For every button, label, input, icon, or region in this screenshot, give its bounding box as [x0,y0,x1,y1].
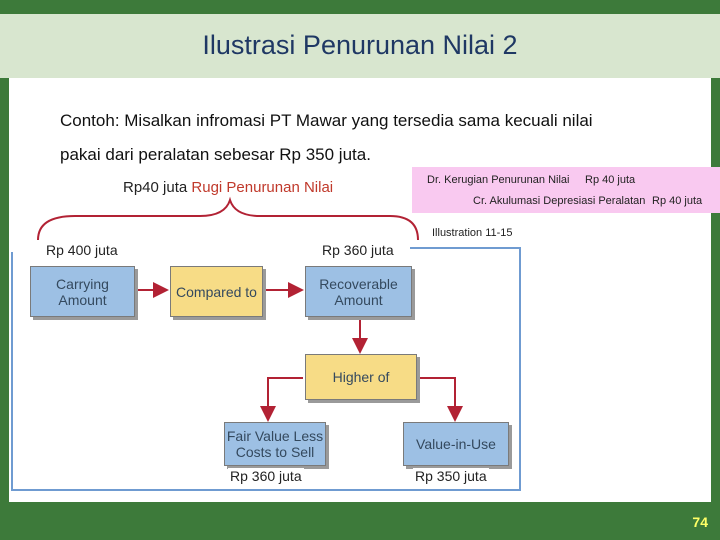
journal-debit-account: Dr. Kerugian Penurunan Nilai [427,174,570,186]
arrow-higher-fairvalue [268,378,303,420]
value-in-use-label: Rp 350 juta [415,468,487,484]
slide-title: Ilustrasi Penurunan Nilai 2 [202,30,518,60]
fair-value-label: Rp 360 juta [230,468,302,484]
journal-credit-account: Cr. Akulumasi Depresiasi Peralatan [473,195,646,207]
illustration-caption: Illustration 11-15 [432,227,513,239]
rugi-label: Rugi Penurunan Nilai [191,179,334,196]
fair-value-box: Fair Value Less Costs to Sell [224,422,326,466]
recoverable-value-label: Rp 360 juta [322,242,394,258]
page-number: 74 [692,514,708,530]
compared-to-box: Compared to [170,266,263,317]
rugi-amount: Rp40 juta [123,179,188,196]
carrying-amount-box: Carrying Amount [30,266,135,317]
body-line-2: pakai dari peralatan sebesar Rp 350 juta. [60,145,371,164]
value-in-use-box: Value-in-Use [403,422,509,466]
journal-credit-amount: Rp 40 juta [652,195,703,207]
arrow-higher-valueinuse [417,378,455,420]
body-line-1: Contoh: Misalkan infromasi PT Mawar yang tersedia sama kecuali nilai [60,111,593,130]
curly-brace [38,200,418,240]
recoverable-amount-box: Recoverable Amount [305,266,412,317]
journal-debit-amount: Rp 40 juta [585,174,636,186]
carrying-value-label: Rp 400 juta [46,242,118,258]
higher-of-box: Higher of [305,354,417,400]
